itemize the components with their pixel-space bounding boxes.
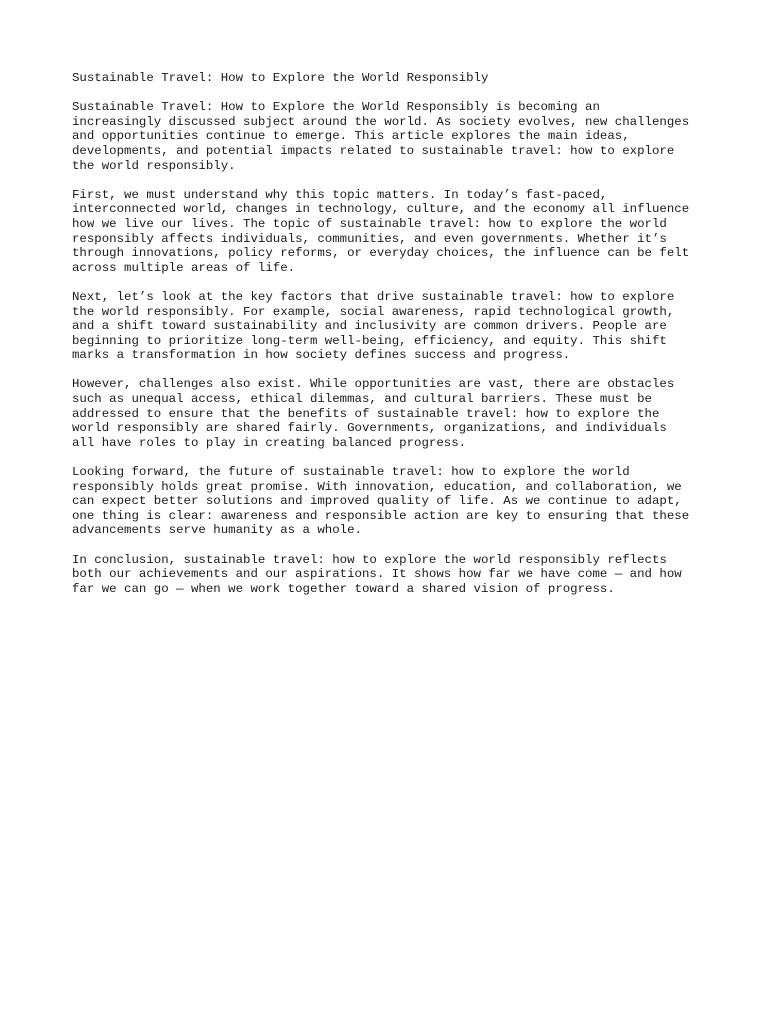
document-title: Sustainable Travel: How to Explore the World Responsibly bbox=[72, 71, 489, 85]
paragraph-future: Looking forward, the future of sustainable travel: how to explore the world responsibly holds great promise. With innovation, education, and collaboration, we can expect better solutions and improved quality of life. As we continue to adapt, one thing is clear: awareness and responsible action are key to ensuring that these advancements serve humanity as a whole. bbox=[72, 465, 690, 538]
paragraph-why-it-matters: First, we must understand why this topic matters. In today’s fast-paced, interconnected world, changes in technology, culture, and the economy all influence how we live our lives. The topic of sustainable travel: how to explore the world responsibly affects individuals, communities, and even governments. Whether it’s through innovations, policy reforms, or everyday choices, the influence can be felt across multiple areas of life. bbox=[72, 187, 690, 275]
paragraph-intro: Sustainable Travel: How to Explore the World Responsibly is becoming an increasingly discussed subject around the world. As society evolves, new challenges and opportunities continue to emerge. This article explores the main ideas, developments, and potential impacts related to sustainable travel: how to explore the world responsibly. bbox=[72, 100, 690, 173]
paragraph-conclusion: In conclusion, sustainable travel: how to explore the world responsibly reflects both our achievements and our aspirations. It shows how far we have come — and how far we can go — when we work together toward a shared vision of progress. bbox=[72, 552, 682, 596]
paragraph-key-factors: Next, let’s look at the key factors that drive sustainable travel: how to explore the world responsibly. For example, social awareness, rapid technological growth, and a shift toward sustainability and inclusivity are common drivers. People are beginning to prioritize long-term well-being, efficiency, and equity. This shift marks a transformation in how society defines success and progress. bbox=[72, 289, 675, 363]
paragraph-challenges: However, challenges also exist. While opportunities are vast, there are obstacles such as unequal access, ethical dilemmas, and cultural barriers. These must be addressed to ensure that the benefits of sustainable travel: how to explore the world responsibly are shared fairly. Governments, organizations, and individuals all have roles to play in creating balanced progress. bbox=[72, 377, 675, 450]
document-page bbox=[72, 71, 712, 611]
